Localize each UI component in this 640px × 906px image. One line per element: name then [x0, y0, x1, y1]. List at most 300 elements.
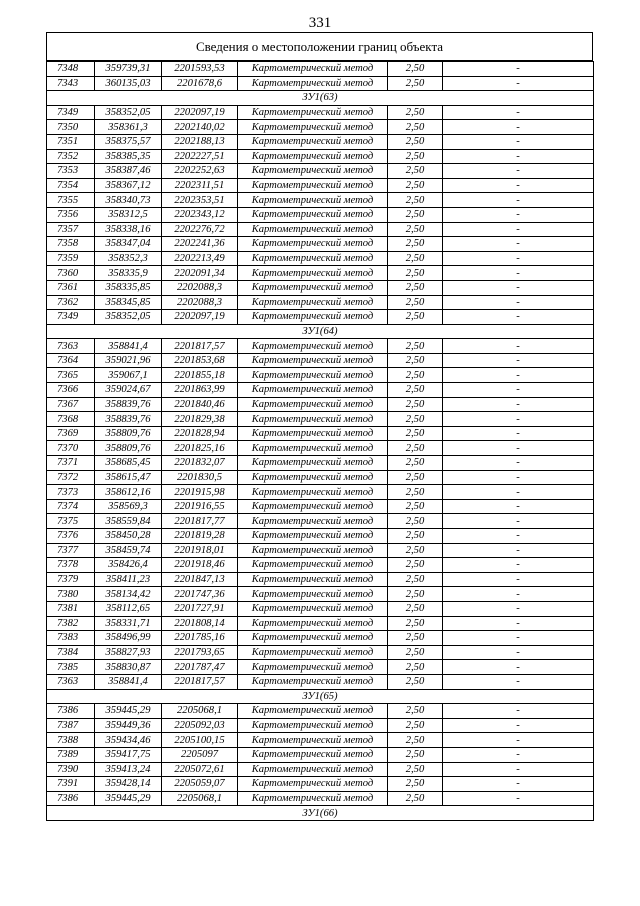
- point-number-cell: 7382: [47, 616, 95, 631]
- point-number-cell: 7390: [47, 762, 95, 777]
- description-cell: -: [443, 777, 594, 792]
- description-cell: -: [443, 601, 594, 616]
- table-row: [47, 178, 594, 193]
- accuracy-cell: 2,50: [388, 631, 443, 646]
- accuracy-cell: 2,50: [388, 616, 443, 631]
- y-coordinate-cell: 2201785,16: [162, 631, 238, 646]
- description-cell: -: [443, 514, 594, 529]
- accuracy-cell: 2,50: [388, 237, 443, 252]
- y-coordinate-cell: 2201817,57: [162, 339, 238, 354]
- x-coordinate-cell: 358809,76: [95, 426, 162, 441]
- x-coordinate-cell: 359445,29: [95, 791, 162, 806]
- section-header-row: [47, 689, 594, 704]
- description-cell: -: [443, 251, 594, 266]
- accuracy-cell: 2,50: [388, 529, 443, 544]
- method-cell: Картометрический метод: [238, 280, 388, 295]
- y-coordinate-cell: 2202140,02: [162, 120, 238, 135]
- point-number-cell: 7388: [47, 733, 95, 748]
- x-coordinate-cell: 358331,71: [95, 616, 162, 631]
- accuracy-cell: 2,50: [388, 747, 443, 762]
- accuracy-cell: 2,50: [388, 543, 443, 558]
- table-row: [47, 572, 594, 587]
- y-coordinate-cell: 2201825,16: [162, 441, 238, 456]
- y-coordinate-cell: 2201817,57: [162, 674, 238, 689]
- description-cell: -: [443, 718, 594, 733]
- x-coordinate-cell: 358367,12: [95, 178, 162, 193]
- x-coordinate-cell: 358839,76: [95, 397, 162, 412]
- table-row: [47, 631, 594, 646]
- description-cell: -: [443, 120, 594, 135]
- point-number-cell: 7363: [47, 674, 95, 689]
- point-number-cell: 7362: [47, 295, 95, 310]
- table-row: [47, 368, 594, 383]
- accuracy-cell: 2,50: [388, 412, 443, 427]
- table-row: [47, 558, 594, 573]
- point-number-cell: 7391: [47, 777, 95, 792]
- method-cell: Картометрический метод: [238, 485, 388, 500]
- description-cell: -: [443, 193, 594, 208]
- accuracy-cell: 2,50: [388, 310, 443, 325]
- x-coordinate-cell: 358809,76: [95, 441, 162, 456]
- x-coordinate-cell: 358338,16: [95, 222, 162, 237]
- description-cell: -: [443, 631, 594, 646]
- method-cell: Картометрический метод: [238, 791, 388, 806]
- point-number-cell: 7386: [47, 704, 95, 719]
- table-row: [47, 470, 594, 485]
- description-cell: -: [443, 353, 594, 368]
- method-cell: Картометрический метод: [238, 295, 388, 310]
- point-number-cell: 7377: [47, 543, 95, 558]
- point-number-cell: 7349: [47, 310, 95, 325]
- point-number-cell: 7368: [47, 412, 95, 427]
- point-number-cell: 7367: [47, 397, 95, 412]
- section-label: ЗУ1(63): [47, 91, 594, 106]
- section-header-row: [47, 91, 594, 106]
- method-cell: Картометрический метод: [238, 207, 388, 222]
- description-cell: -: [443, 499, 594, 514]
- description-cell: -: [443, 339, 594, 354]
- accuracy-cell: 2,50: [388, 791, 443, 806]
- table-row: [47, 134, 594, 149]
- description-cell: -: [443, 237, 594, 252]
- table-row: [47, 704, 594, 719]
- method-cell: Картометрический метод: [238, 412, 388, 427]
- accuracy-cell: 2,50: [388, 674, 443, 689]
- y-coordinate-cell: 2202213,49: [162, 251, 238, 266]
- method-cell: Картометрический метод: [238, 718, 388, 733]
- y-coordinate-cell: 2205068,1: [162, 791, 238, 806]
- point-number-cell: 7349: [47, 105, 95, 120]
- x-coordinate-cell: 358426,4: [95, 558, 162, 573]
- method-cell: Картометрический метод: [238, 310, 388, 325]
- y-coordinate-cell: 2201918,01: [162, 543, 238, 558]
- table-row: [47, 529, 594, 544]
- method-cell: Картометрический метод: [238, 558, 388, 573]
- point-number-cell: 7363: [47, 339, 95, 354]
- point-number-cell: 7354: [47, 178, 95, 193]
- x-coordinate-cell: 358352,05: [95, 310, 162, 325]
- description-cell: -: [443, 674, 594, 689]
- method-cell: Картометрический метод: [238, 178, 388, 193]
- accuracy-cell: 2,50: [388, 193, 443, 208]
- description-cell: -: [443, 295, 594, 310]
- x-coordinate-cell: 358612,16: [95, 485, 162, 500]
- y-coordinate-cell: 2202252,63: [162, 164, 238, 179]
- x-coordinate-cell: 359067,1: [95, 368, 162, 383]
- x-coordinate-cell: 358335,9: [95, 266, 162, 281]
- description-cell: -: [443, 397, 594, 412]
- description-cell: -: [443, 558, 594, 573]
- accuracy-cell: 2,50: [388, 251, 443, 266]
- method-cell: Картометрический метод: [238, 62, 388, 77]
- y-coordinate-cell: 2202311,51: [162, 178, 238, 193]
- description-cell: -: [443, 266, 594, 281]
- description-cell: -: [443, 645, 594, 660]
- method-cell: Картометрический метод: [238, 616, 388, 631]
- method-cell: Картометрический метод: [238, 120, 388, 135]
- y-coordinate-cell: 2202276,72: [162, 222, 238, 237]
- y-coordinate-cell: 2201793,65: [162, 645, 238, 660]
- point-number-cell: 7389: [47, 747, 95, 762]
- accuracy-cell: 2,50: [388, 514, 443, 529]
- x-coordinate-cell: 358685,45: [95, 456, 162, 471]
- description-cell: -: [443, 660, 594, 675]
- x-coordinate-cell: 358569,3: [95, 499, 162, 514]
- x-coordinate-cell: 359021,96: [95, 353, 162, 368]
- accuracy-cell: 2,50: [388, 76, 443, 91]
- x-coordinate-cell: 358352,05: [95, 105, 162, 120]
- method-cell: Картометрический метод: [238, 631, 388, 646]
- y-coordinate-cell: 2201918,46: [162, 558, 238, 573]
- section-label: ЗУ1(64): [47, 324, 594, 339]
- accuracy-cell: 2,50: [388, 280, 443, 295]
- table-row: [47, 426, 594, 441]
- description-cell: -: [443, 149, 594, 164]
- description-cell: -: [443, 485, 594, 500]
- method-cell: Картометрический метод: [238, 266, 388, 281]
- method-cell: Картометрический метод: [238, 353, 388, 368]
- point-number-cell: 7387: [47, 718, 95, 733]
- x-coordinate-cell: 358459,74: [95, 543, 162, 558]
- accuracy-cell: 2,50: [388, 105, 443, 120]
- x-coordinate-cell: 360135,03: [95, 76, 162, 91]
- x-coordinate-cell: 358841,4: [95, 339, 162, 354]
- y-coordinate-cell: 2201817,77: [162, 514, 238, 529]
- x-coordinate-cell: 358841,4: [95, 674, 162, 689]
- point-number-cell: 7351: [47, 134, 95, 149]
- method-cell: Картометрический метод: [238, 149, 388, 164]
- description-cell: -: [443, 164, 594, 179]
- table-row: [47, 777, 594, 792]
- point-number-cell: 7359: [47, 251, 95, 266]
- x-coordinate-cell: 358340,73: [95, 193, 162, 208]
- table-title: Сведения о местоположении границ объекта: [46, 32, 593, 61]
- table-row: [47, 645, 594, 660]
- description-cell: -: [443, 616, 594, 631]
- x-coordinate-cell: 358345,85: [95, 295, 162, 310]
- table-row: [47, 353, 594, 368]
- accuracy-cell: 2,50: [388, 295, 443, 310]
- method-cell: Картометрический метод: [238, 105, 388, 120]
- table-row: [47, 105, 594, 120]
- method-cell: Картометрический метод: [238, 383, 388, 398]
- description-cell: -: [443, 76, 594, 91]
- point-number-cell: 7356: [47, 207, 95, 222]
- point-number-cell: 7374: [47, 499, 95, 514]
- method-cell: Картометрический метод: [238, 645, 388, 660]
- description-cell: -: [443, 62, 594, 77]
- accuracy-cell: 2,50: [388, 645, 443, 660]
- y-coordinate-cell: 2201808,14: [162, 616, 238, 631]
- accuracy-cell: 2,50: [388, 397, 443, 412]
- accuracy-cell: 2,50: [388, 164, 443, 179]
- y-coordinate-cell: 2202088,3: [162, 295, 238, 310]
- table-row: [47, 587, 594, 602]
- accuracy-cell: 2,50: [388, 762, 443, 777]
- method-cell: Картометрический метод: [238, 704, 388, 719]
- table-row: [47, 397, 594, 412]
- method-cell: Картометрический метод: [238, 660, 388, 675]
- x-coordinate-cell: 358559,84: [95, 514, 162, 529]
- accuracy-cell: 2,50: [388, 499, 443, 514]
- accuracy-cell: 2,50: [388, 572, 443, 587]
- table-row: [47, 791, 594, 806]
- accuracy-cell: 2,50: [388, 470, 443, 485]
- description-cell: -: [443, 207, 594, 222]
- table-row: [47, 193, 594, 208]
- method-cell: Картометрический метод: [238, 733, 388, 748]
- table-row: [47, 762, 594, 777]
- point-number-cell: 7369: [47, 426, 95, 441]
- y-coordinate-cell: 2202088,3: [162, 280, 238, 295]
- method-cell: Картометрический метод: [238, 529, 388, 544]
- method-cell: Картометрический метод: [238, 397, 388, 412]
- table-row: [47, 266, 594, 281]
- method-cell: Картометрический метод: [238, 777, 388, 792]
- coordinates-table-body: [47, 62, 594, 821]
- table-row: [47, 441, 594, 456]
- y-coordinate-cell: 2202097,19: [162, 310, 238, 325]
- y-coordinate-cell: 2201678,6: [162, 76, 238, 91]
- point-number-cell: 7373: [47, 485, 95, 500]
- page-number: 331: [308, 15, 332, 31]
- method-cell: Картометрический метод: [238, 470, 388, 485]
- point-number-cell: 7383: [47, 631, 95, 646]
- table-row: [47, 237, 594, 252]
- x-coordinate-cell: 358830,87: [95, 660, 162, 675]
- description-cell: -: [443, 280, 594, 295]
- accuracy-cell: 2,50: [388, 704, 443, 719]
- point-number-cell: 7361: [47, 280, 95, 295]
- document-frame: [46, 32, 593, 821]
- table-row: [47, 339, 594, 354]
- y-coordinate-cell: 2201747,36: [162, 587, 238, 602]
- accuracy-cell: 2,50: [388, 149, 443, 164]
- accuracy-cell: 2,50: [388, 383, 443, 398]
- method-cell: Картометрический метод: [238, 193, 388, 208]
- point-number-cell: 7380: [47, 587, 95, 602]
- method-cell: Картометрический метод: [238, 762, 388, 777]
- accuracy-cell: 2,50: [388, 353, 443, 368]
- accuracy-cell: 2,50: [388, 718, 443, 733]
- x-coordinate-cell: 358112,65: [95, 601, 162, 616]
- point-number-cell: 7364: [47, 353, 95, 368]
- x-coordinate-cell: 359445,29: [95, 704, 162, 719]
- x-coordinate-cell: 358615,47: [95, 470, 162, 485]
- table-row: [47, 207, 594, 222]
- y-coordinate-cell: 2201847,13: [162, 572, 238, 587]
- description-cell: -: [443, 368, 594, 383]
- y-coordinate-cell: 2201915,98: [162, 485, 238, 500]
- table-row: [47, 733, 594, 748]
- description-cell: -: [443, 412, 594, 427]
- description-cell: -: [443, 222, 594, 237]
- y-coordinate-cell: 2201855,18: [162, 368, 238, 383]
- point-number-cell: 7386: [47, 791, 95, 806]
- y-coordinate-cell: 2201840,46: [162, 397, 238, 412]
- y-coordinate-cell: 2202353,51: [162, 193, 238, 208]
- x-coordinate-cell: 359413,24: [95, 762, 162, 777]
- point-number-cell: 7375: [47, 514, 95, 529]
- point-number-cell: 7358: [47, 237, 95, 252]
- description-cell: -: [443, 572, 594, 587]
- accuracy-cell: 2,50: [388, 178, 443, 193]
- table-row: [47, 120, 594, 135]
- point-number-cell: 7376: [47, 529, 95, 544]
- y-coordinate-cell: 2202343,12: [162, 207, 238, 222]
- x-coordinate-cell: 359024,67: [95, 383, 162, 398]
- method-cell: Картометрический метод: [238, 251, 388, 266]
- accuracy-cell: 2,50: [388, 222, 443, 237]
- description-cell: -: [443, 791, 594, 806]
- accuracy-cell: 2,50: [388, 601, 443, 616]
- method-cell: Картометрический метод: [238, 237, 388, 252]
- description-cell: -: [443, 704, 594, 719]
- method-cell: Картометрический метод: [238, 543, 388, 558]
- x-coordinate-cell: 358827,93: [95, 645, 162, 660]
- accuracy-cell: 2,50: [388, 441, 443, 456]
- point-number-cell: 7378: [47, 558, 95, 573]
- table-row: [47, 660, 594, 675]
- y-coordinate-cell: 2201853,68: [162, 353, 238, 368]
- accuracy-cell: 2,50: [388, 587, 443, 602]
- description-cell: -: [443, 426, 594, 441]
- accuracy-cell: 2,50: [388, 733, 443, 748]
- y-coordinate-cell: 2201832,07: [162, 456, 238, 471]
- method-cell: Картометрический метод: [238, 747, 388, 762]
- y-coordinate-cell: 2205100,15: [162, 733, 238, 748]
- x-coordinate-cell: 358450,28: [95, 529, 162, 544]
- point-number-cell: 7348: [47, 62, 95, 77]
- y-coordinate-cell: 2201829,38: [162, 412, 238, 427]
- x-coordinate-cell: 359449,36: [95, 718, 162, 733]
- method-cell: Картометрический метод: [238, 164, 388, 179]
- method-cell: Картометрический метод: [238, 441, 388, 456]
- description-cell: -: [443, 762, 594, 777]
- x-coordinate-cell: 358387,46: [95, 164, 162, 179]
- y-coordinate-cell: 2205072,61: [162, 762, 238, 777]
- accuracy-cell: 2,50: [388, 207, 443, 222]
- table-row: [47, 601, 594, 616]
- description-cell: -: [443, 441, 594, 456]
- point-number-cell: 7352: [47, 149, 95, 164]
- description-cell: -: [443, 383, 594, 398]
- accuracy-cell: 2,50: [388, 660, 443, 675]
- point-number-cell: 7372: [47, 470, 95, 485]
- description-cell: -: [443, 733, 594, 748]
- table-row: [47, 616, 594, 631]
- accuracy-cell: 2,50: [388, 339, 443, 354]
- accuracy-cell: 2,50: [388, 558, 443, 573]
- method-cell: Картометрический метод: [238, 674, 388, 689]
- point-number-cell: 7381: [47, 601, 95, 616]
- table-row: [47, 251, 594, 266]
- table-row: [47, 280, 594, 295]
- y-coordinate-cell: 2201819,28: [162, 529, 238, 544]
- description-cell: -: [443, 747, 594, 762]
- method-cell: Картометрический метод: [238, 426, 388, 441]
- description-cell: -: [443, 543, 594, 558]
- point-number-cell: 7357: [47, 222, 95, 237]
- description-cell: -: [443, 134, 594, 149]
- point-number-cell: 7366: [47, 383, 95, 398]
- y-coordinate-cell: 2205059,07: [162, 777, 238, 792]
- y-coordinate-cell: 2205092,03: [162, 718, 238, 733]
- y-coordinate-cell: 2202188,13: [162, 134, 238, 149]
- x-coordinate-cell: 358335,85: [95, 280, 162, 295]
- x-coordinate-cell: 358352,3: [95, 251, 162, 266]
- method-cell: Картометрический метод: [238, 222, 388, 237]
- x-coordinate-cell: 359428,14: [95, 777, 162, 792]
- table-row: [47, 747, 594, 762]
- table-row: [47, 674, 594, 689]
- method-cell: Картометрический метод: [238, 499, 388, 514]
- point-number-cell: 7350: [47, 120, 95, 135]
- point-number-cell: 7355: [47, 193, 95, 208]
- section-label: ЗУ1(65): [47, 689, 594, 704]
- accuracy-cell: 2,50: [388, 266, 443, 281]
- accuracy-cell: 2,50: [388, 426, 443, 441]
- accuracy-cell: 2,50: [388, 485, 443, 500]
- description-cell: -: [443, 105, 594, 120]
- x-coordinate-cell: 358361,3: [95, 120, 162, 135]
- method-cell: Картометрический метод: [238, 456, 388, 471]
- point-number-cell: 7371: [47, 456, 95, 471]
- accuracy-cell: 2,50: [388, 62, 443, 77]
- point-number-cell: 7343: [47, 76, 95, 91]
- x-coordinate-cell: 358411,23: [95, 572, 162, 587]
- y-coordinate-cell: 2202227,51: [162, 149, 238, 164]
- table-row: [47, 456, 594, 471]
- method-cell: Картометрический метод: [238, 514, 388, 529]
- section-label: ЗУ1(66): [47, 806, 594, 821]
- point-number-cell: 7365: [47, 368, 95, 383]
- x-coordinate-cell: 358496,99: [95, 631, 162, 646]
- description-cell: -: [443, 470, 594, 485]
- table-row: [47, 718, 594, 733]
- point-number-cell: 7370: [47, 441, 95, 456]
- table-row: [47, 499, 594, 514]
- point-number-cell: 7385: [47, 660, 95, 675]
- y-coordinate-cell: 2201863,99: [162, 383, 238, 398]
- method-cell: Картометрический метод: [238, 601, 388, 616]
- description-cell: -: [443, 529, 594, 544]
- y-coordinate-cell: 2201787,47: [162, 660, 238, 675]
- method-cell: Картометрический метод: [238, 572, 388, 587]
- table-row: [47, 222, 594, 237]
- table-row: [47, 383, 594, 398]
- table-row: [47, 76, 594, 91]
